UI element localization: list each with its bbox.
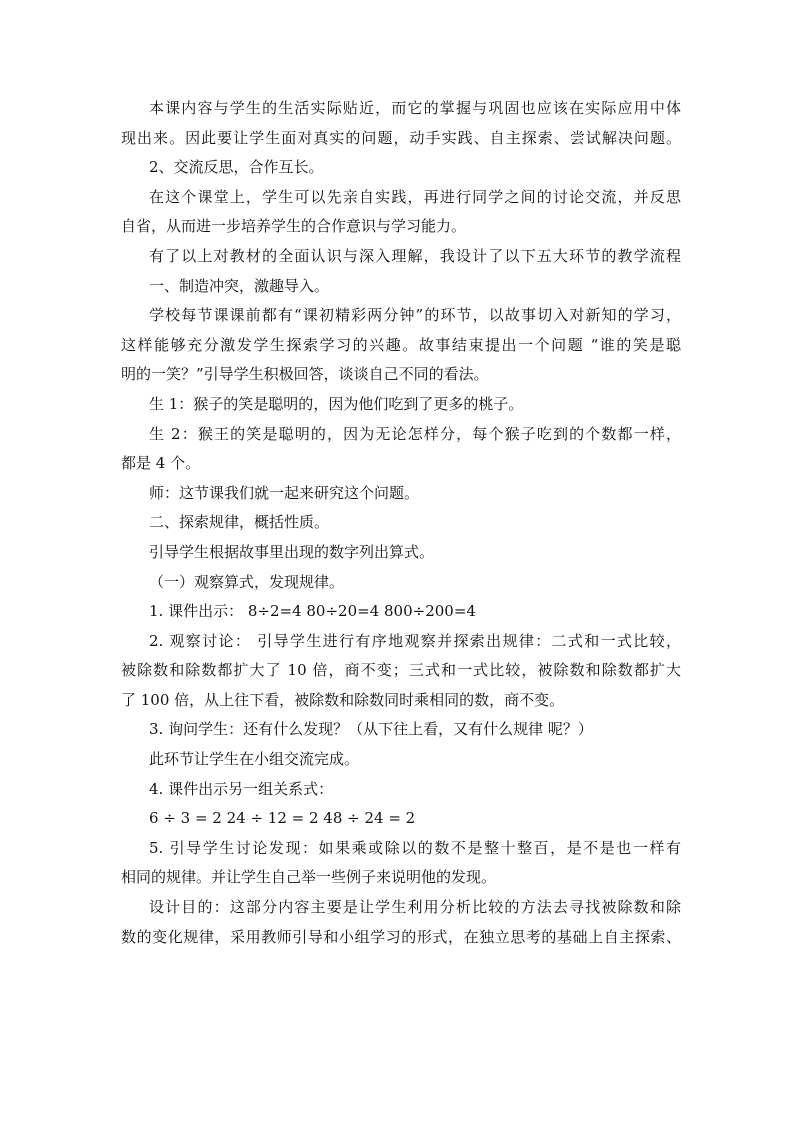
paragraph-line: 数的变化规律，采用教师引导和小组学习的形式，在独立思考的基础上自主探索、 bbox=[121, 927, 681, 946]
paragraph-line: 明的一笑？”引导学生积极回答，谈谈自己不同的看法。 bbox=[121, 365, 489, 384]
paragraph-line: 自省，从而进一步培养学生的合作意识与学习能力。 bbox=[121, 217, 467, 236]
paragraph-line: 2. 观察讨论： 引导学生进行有序地观察并探索出规律：二式和一式比较， bbox=[149, 631, 681, 650]
paragraph-line: 5. 引导学生讨论发现：如果乘或除以的数不是整十整百，是不是也一样有 bbox=[149, 838, 681, 857]
section-heading: 2、交流反思，合作互长。 bbox=[149, 158, 324, 177]
paragraph-line: 6 ÷ 3 = 2 24 ÷ 12 = 2 48 ÷ 24 = 2 bbox=[149, 809, 416, 828]
paragraph-line: 师：这节课我们就一起来研究这个问题。 bbox=[149, 483, 420, 502]
paragraph-line: 这样能够充分激发学生探索学习的兴趣。故事结束提出一个问题 “谁的笑是聪 bbox=[121, 335, 681, 354]
paragraph-line: 了 100 倍，从上往下看，被除数和除数同时乘相同的数，商不变。 bbox=[121, 690, 565, 709]
subsection-heading: （一）观察算式，发现规律。 bbox=[149, 572, 345, 591]
paragraph-line: 被除数和除数都扩大了 10 倍，商不变；三式和一式比较，被除数和除数都扩大 bbox=[121, 661, 681, 680]
paragraph-line: 有了以上对教材的全面认识与深入理解，我设计了以下五大环节的教学流程 bbox=[149, 246, 681, 265]
paragraph-line: 设计目的：这部分内容主要是让学生利用分析比较的方法去寻找被除数和除 bbox=[149, 898, 681, 917]
paragraph-line: 在这个课堂上，学生可以先亲自实践，再进行同学之间的讨论交流，并反思 bbox=[149, 187, 681, 206]
paragraph-line: 本课内容与学生的生活实际贴近，而它的掌握与巩固也应该在实际应用中体 bbox=[149, 99, 681, 117]
paragraph-line: 现出来。因此要让学生面对真实的问题，动手实践、自主探索、尝试解决问题。 bbox=[121, 128, 681, 147]
paragraph-line: 都是 4 个。 bbox=[121, 454, 201, 473]
document-body bbox=[121, 94, 681, 952]
paragraph-line: 学校每节课课前都有“课初精彩两分钟”的环节，以故事切入对新知的学习， bbox=[149, 306, 681, 325]
paragraph-line: 相同的规律。并让学生自己举一些例子来说明他的发现。 bbox=[121, 868, 497, 887]
paragraph-line: 生 1：猴子的笑是聪明的，因为他们吃到了更多的桃子。 bbox=[149, 394, 524, 413]
paragraph-line: 3. 询问学生：还有什么发现？（从下往上看，又有什么规律 呢？） bbox=[149, 720, 593, 739]
paragraph-line: 1. 课件出示： 8÷2=4 80÷20=4 800÷200=4 bbox=[149, 602, 476, 621]
paragraph-line: 引导学生根据故事里出现的数字列出算式。 bbox=[149, 542, 435, 561]
paragraph-line: 4. 课件出示另一组关系式： bbox=[149, 779, 334, 798]
section-heading: 一、制造冲突，激趣导入。 bbox=[149, 276, 330, 295]
paragraph-line: 此环节让学生在小组交流完成。 bbox=[149, 750, 360, 769]
section-heading: 二、探索规律，概括性质。 bbox=[149, 513, 330, 532]
paragraph-line: 生 2：猴王的笑是聪明的，因为无论怎样分，每个猴子吃到的个数都一样， bbox=[149, 424, 681, 443]
